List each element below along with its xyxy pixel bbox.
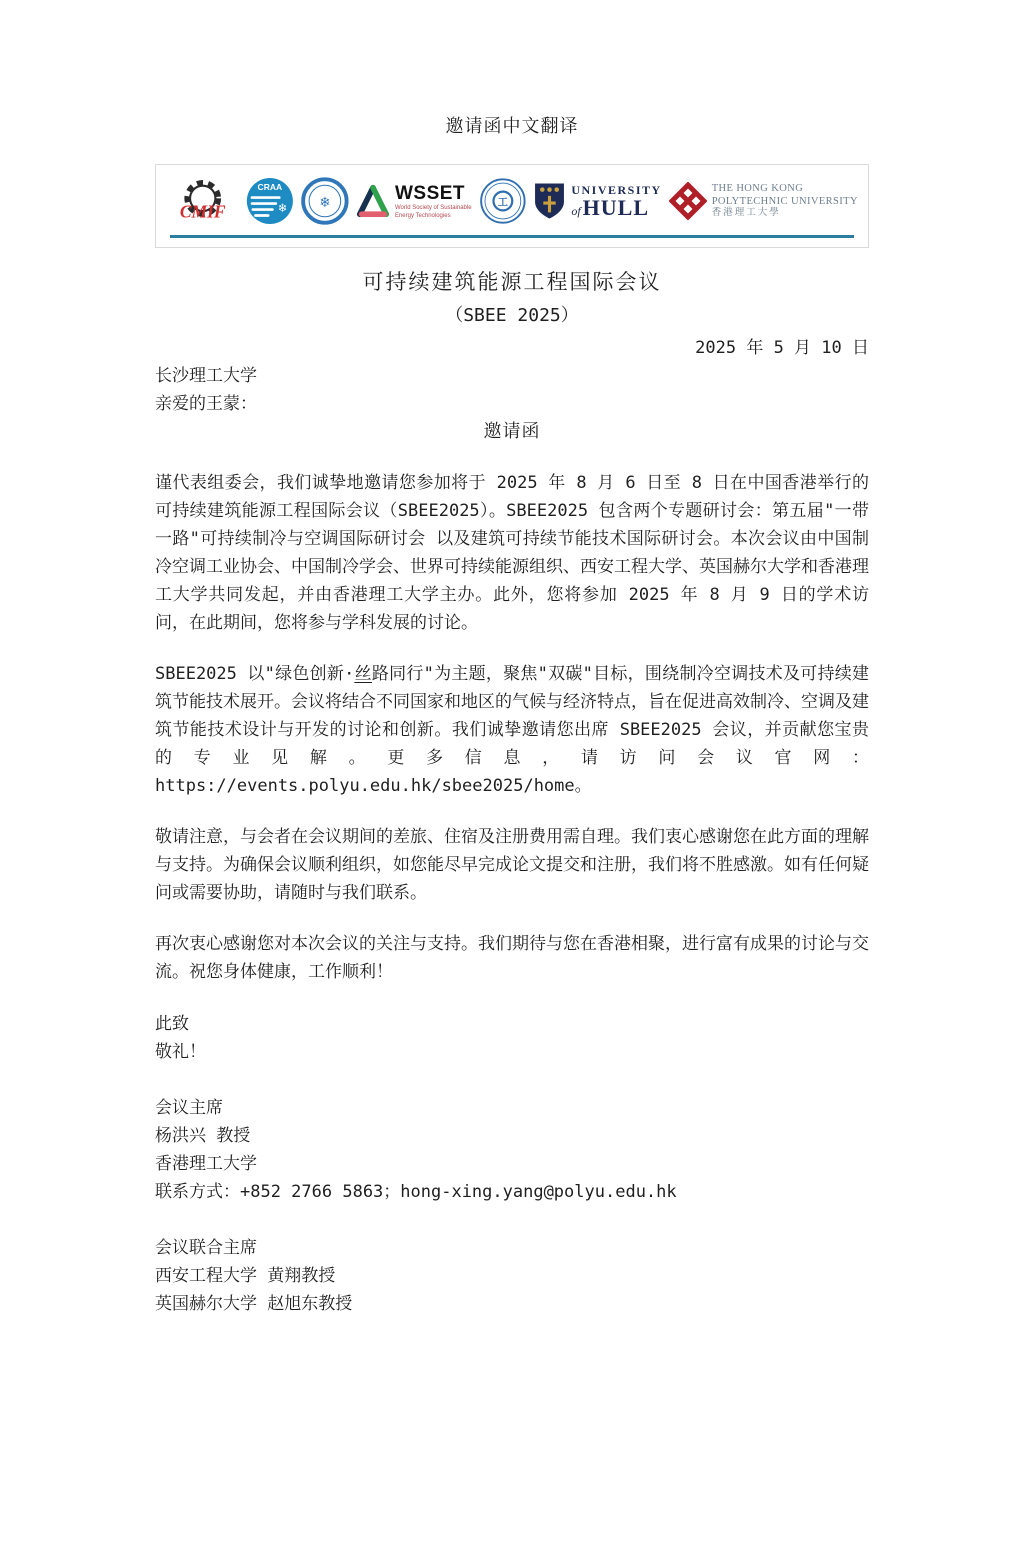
craa-label: CRAA: [258, 181, 283, 192]
paragraph-2-segment-1: SBEE2025 以"绿色创新·: [155, 664, 355, 684]
xpu-center-glyph: 工: [497, 197, 508, 209]
closing-line-1: 此致: [155, 1014, 189, 1034]
salutation: 亲爱的王蒙：: [155, 394, 257, 414]
paragraph-2-underlined-char: 丝: [354, 664, 372, 684]
craa-snowflake-icon: ❄: [279, 201, 287, 217]
wsset-subtitle-line1: World Society of Sustainable: [394, 204, 472, 211]
chair-organization: 香港理工大学: [155, 1154, 257, 1174]
cochair-heading: 会议联合主席: [155, 1238, 257, 1258]
polyu-name-line1: THE HONG KONG: [711, 183, 804, 195]
paragraph-2-segment-2: 路同行"为主题，聚焦"双碳"目标，围绕制冷空调技术及可持续建筑节能技术展开。会议将结合不同国家和地区的气候与经济特点，旨在促进高效制冷、空调及建筑节能技术设计与开发的讨论和创新。我们诚挚邀请您出席 SBEE2025 会议，并贡献您宝贵的专业见解。更多信息，请访问会议官网：https://events.polyu.edu.hk/sbee2025/home。: [155, 664, 869, 796]
paragraph-3: 敬请注意，与会者在会议期间的差旅、住宿及注册费用需自理。我们衷心感谢您在此方面的理解与支持。为确保会议顺利组织，如您能尽早完成论文提交和注册，我们将不胜感激。如有任何疑问或需要协助，请随时与我们联系。: [155, 827, 869, 903]
recipient-organization: 长沙理工大学: [155, 366, 257, 386]
cochair-signature-block: [155, 1234, 869, 1318]
closing-line-2: 敬礼！: [155, 1042, 206, 1062]
hull-logo: [533, 181, 661, 221]
logo-banner: [155, 164, 869, 248]
wsset-triangle-icon: [356, 184, 390, 218]
hull-name-label: HULL: [582, 194, 650, 220]
logo-row: [166, 175, 858, 227]
banner-accent-line: [170, 235, 854, 238]
paragraph-4: 再次衷心感谢您对本次会议的关注与支持。我们期待与您在香港相聚，进行富有成果的讨论与交流。祝您身体健康，工作顺利！: [155, 934, 869, 982]
hull-of-label: of: [571, 203, 581, 218]
wsset-subtitle-line2: Energy Technologies: [394, 212, 451, 219]
wsset-label: WSSET: [394, 182, 466, 204]
letter-title: 邀请函: [483, 421, 541, 442]
polyu-mark-icon: [669, 182, 707, 220]
wsset-logo: [356, 184, 472, 219]
cochair-1: 西安工程大学 黄翔教授: [155, 1266, 336, 1286]
page-title: 邀请函中文翻译: [445, 116, 579, 137]
paragraph-1: 谨代表组委会，我们诚挚地邀请您参加将于 2025 年 8 月 6 日至 8 日在中国香港举行的可持续建筑能源工程国际会议（SBEE2025）。SBEE2025 包含两个专题研讨会：第五届"一带一路"可持续制冷与空调国际研讨会 以及建筑可持续节能技术国际研讨会。本次会议由中国制冷空调工业协会、中国制冷学会、世界可持续能源组织、西安工程大学、英国赫尔大学和香港理工大学共同发起，并由香港理工大学主办。此外，您将参加 2025 年 8 月 9 日的学术访问，在此期间，您将参与学科发展的讨论。: [155, 473, 869, 633]
polyu-name-line2: POLYTECHNIC UNIVERSITY: [711, 195, 858, 207]
chair-heading: 会议主席: [155, 1098, 223, 1118]
letter-date: 2025 年 5 月 10 日: [695, 338, 869, 358]
craa-logo-icon: [246, 175, 294, 227]
document-page: [0, 112, 1024, 1560]
chair-name: 杨洪兴 教授: [155, 1126, 251, 1146]
polyu-name-line3: 香港理工大學: [711, 207, 781, 218]
conference-subtitle: （SBEE 2025）: [445, 305, 579, 326]
paragraph-2: [155, 660, 869, 800]
chair-signature-block: [155, 1094, 869, 1206]
hull-university-label: UNIVERSITY: [571, 182, 662, 197]
cmif-logo-icon: [166, 175, 239, 227]
chair-contact: 联系方式：+852 2766 5863；hong-xing.yang@polyu.edu.hk: [155, 1182, 677, 1202]
conference-title: 可持续建筑能源工程国际会议: [362, 270, 662, 294]
car-seal-logo-icon: [301, 175, 349, 227]
polyu-logo: [669, 182, 858, 220]
closing-block: [155, 1010, 869, 1066]
xpu-seal-logo-icon: [479, 175, 527, 227]
hull-shield-icon: [533, 181, 566, 221]
car-snowflake-icon: ❄: [320, 192, 330, 211]
cmif-label: CMIF: [179, 201, 226, 222]
cochair-2: 英国赫尔大学 赵旭东教授: [155, 1294, 353, 1314]
